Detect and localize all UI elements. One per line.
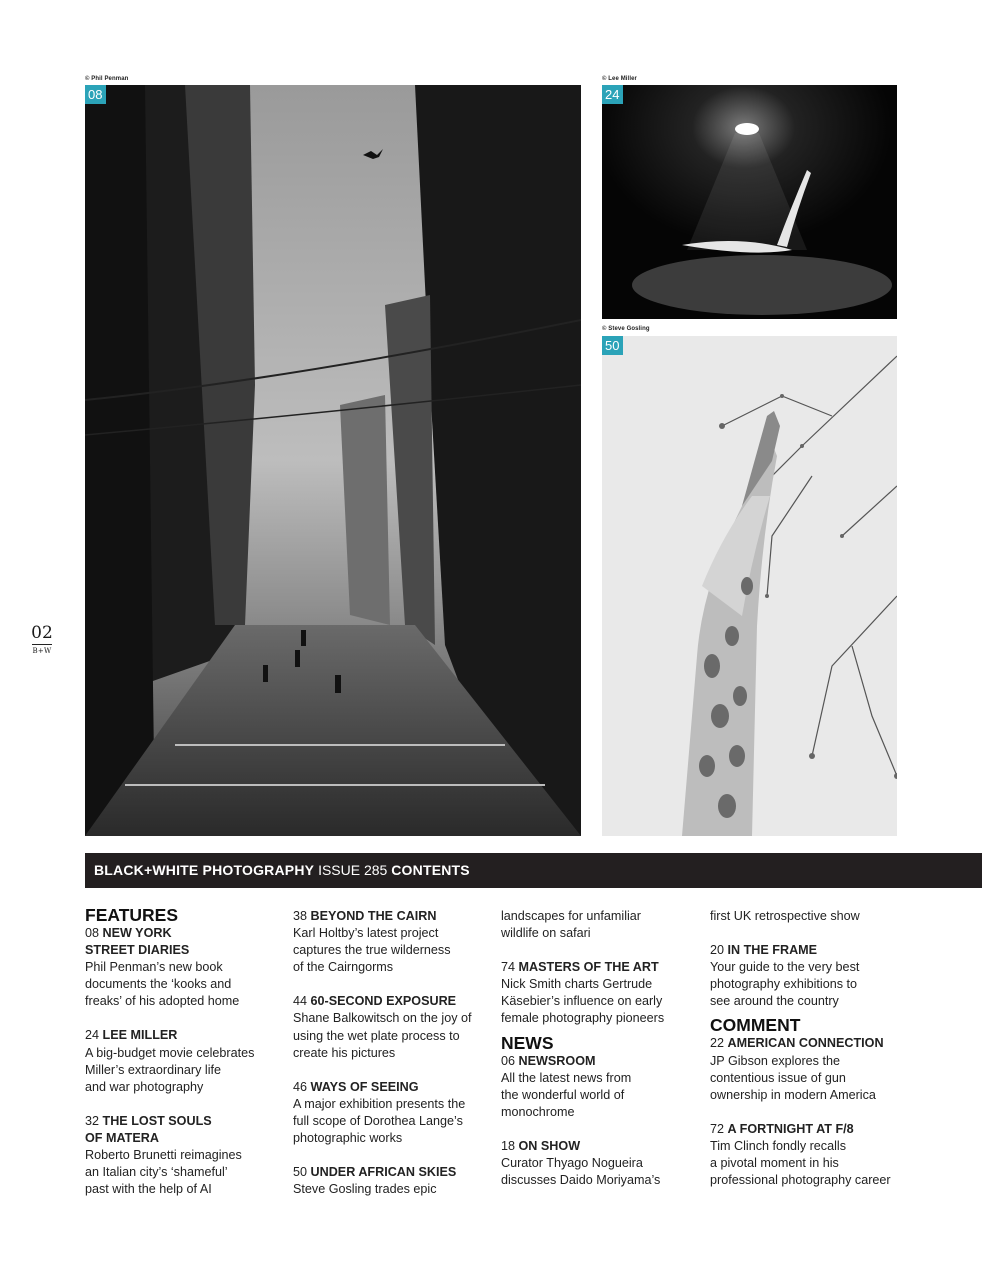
entry-desc: an Italian city’s ‘shameful’ [85,1165,228,1180]
entry-desc: Curator Thyago Nogueira [501,1156,643,1171]
entry-desc: Käsebier’s influence on early [501,994,663,1009]
entry-title: IN THE FRAME [727,943,818,958]
photo-credit-giraffe: © Steve Gosling [602,326,650,332]
entry-title: ON SHOW [518,1138,581,1153]
issue-number: ISSUE 285 [318,862,388,878]
page-badge-50: 50 [602,336,623,355]
entry-desc: female photography pioneers [501,1011,665,1026]
page-number: 02 [31,623,53,643]
contents-entry-continued [501,908,701,942]
entry-desc: create his pictures [293,1045,396,1060]
entry-page: 32 [85,1113,100,1128]
entry-desc: past with the help of AI [85,1182,212,1197]
contents-entry[interactable] [293,1079,493,1147]
entry-desc: ownership in modern America [710,1087,876,1102]
photo-credit-dancer: © Lee Miller [602,76,637,82]
entry-desc: All the latest news from [501,1070,632,1085]
entry-page: 18 [501,1138,516,1153]
entry-title: A FORTNIGHT AT F/8 [727,1121,854,1136]
contents-column-1 [85,906,285,1198]
entry-title: 60-SECOND EXPOSURE [310,994,457,1009]
entry-desc: photographic works [293,1131,403,1146]
entry-page: 22 [710,1036,725,1051]
contents-entry[interactable] [85,1027,285,1095]
entry-page: 20 [710,943,725,958]
entry-page: 08 [85,926,100,940]
contents-column-4 [710,908,910,1189]
folio-rule [32,644,52,645]
contents-entry[interactable] [710,942,910,1010]
photo-credit-street: © Phil Penman [85,76,129,82]
section-heading-news: NEWS [501,1032,554,1053]
entry-desc: Your guide to the very best [710,960,860,975]
entry-desc: A major exhibition presents the [293,1096,466,1111]
entry-title: UNDER AFRICAN SKIES [310,1165,457,1180]
contents-entry[interactable] [293,993,493,1061]
street-photo-image [85,85,581,836]
entry-desc: Steve Gosling trades epic [293,1182,437,1197]
entry-desc: and war photography [85,1079,204,1094]
contents-entry[interactable] [710,1035,910,1103]
entry-page: 24 [85,1028,100,1043]
entry-desc: discusses Daido Moriyama’s [501,1173,661,1188]
entry-page: 72 [710,1121,725,1136]
dancer-photo-image [602,85,897,319]
contents-header-bar [85,853,982,888]
page-badge-08: 08 [85,85,106,104]
entry-title: LEE MILLER [102,1028,178,1043]
contents-entry[interactable] [501,959,701,1027]
entry-page: 44 [293,994,308,1009]
entry-title: NEW YORK [102,926,172,940]
contents-column-3 [501,908,701,1189]
contents-label: CONTENTS [391,862,470,878]
contents-entry[interactable] [85,925,285,1010]
entry-title: WAYS OF SEEING [310,1079,419,1094]
entry-page: 74 [501,960,516,975]
entry-desc: Nick Smith charts Gertrude [501,977,653,992]
dancer-photo [602,85,897,319]
entry-desc: A big-budget movie celebrates [85,1045,255,1060]
entry-title-line2: OF MATERA [85,1130,159,1145]
entry-desc: monochrome [501,1104,575,1119]
contents-entry-continued [710,908,910,925]
contents-entry[interactable] [85,1113,285,1198]
contents-entry[interactable] [501,1053,701,1121]
entry-desc: Miller’s extraordinary life [85,1062,222,1077]
entry-desc: JP Gibson explores the [710,1053,840,1068]
entry-desc: Phil Penman’s new book [85,960,223,975]
entry-desc: a pivotal moment in his [710,1156,839,1171]
contents-entry[interactable] [293,908,493,976]
entry-title: THE LOST SOULS [102,1113,212,1128]
entry-desc: first UK retrospective show [710,909,860,923]
entry-desc: Tim Clinch fondly recalls [710,1138,847,1153]
contents-entry[interactable] [710,1121,910,1189]
entry-desc: professional photography career [710,1173,891,1188]
entry-page: 50 [293,1165,308,1180]
entry-page: 06 [501,1053,516,1068]
contents-entry[interactable] [501,1138,701,1189]
page-badge-24: 24 [602,85,623,104]
entry-desc: full scope of Dorothea Lange’s [293,1113,463,1128]
section-heading-comment: COMMENT [710,1015,801,1036]
entry-desc: documents the ‘kooks and [85,977,232,992]
entry-desc: using the wet plate process to [293,1028,460,1043]
giraffe-photo [602,336,897,836]
entry-desc: captures the true wilderness [293,943,451,958]
giraffe-photo-image [602,336,897,836]
entry-desc: contentious issue of gun [710,1070,846,1085]
entry-desc: Karl Holtby’s latest project [293,926,439,941]
entry-title: AMERICAN CONNECTION [727,1036,884,1051]
entry-desc: of the Cairngorms [293,960,394,975]
section-heading-features: FEATURES [85,905,179,925]
entry-desc: landscapes for unfamiliar [501,909,642,923]
entry-title-line2: STREET DIARIES [85,943,190,958]
entry-title: MASTERS OF THE ART [518,960,659,975]
entry-desc: see around the country [710,994,839,1009]
page-folio [28,624,56,655]
street-photo [85,85,581,836]
contents-column-2 [293,908,493,1198]
entry-desc: freaks’ of his adopted home [85,994,240,1009]
entry-page: 38 [293,909,308,923]
entry-desc: the wonderful world of [501,1087,625,1102]
entry-page: 46 [293,1079,308,1094]
entry-desc: wildlife on safari [501,926,591,941]
contents-entry[interactable] [293,1164,493,1198]
entry-title: NEWSROOM [518,1053,596,1068]
entry-title: BEYOND THE CAIRN [310,909,437,923]
magazine-name: BLACK+WHITE PHOTOGRAPHY [94,862,315,878]
entry-desc: Roberto Brunetti reimagines [85,1148,242,1163]
folio-brand: B+W [32,647,52,655]
entry-desc: photography exhibitions to [710,977,858,992]
entry-desc: Shane Balkowitsch on the joy of [293,1011,472,1026]
